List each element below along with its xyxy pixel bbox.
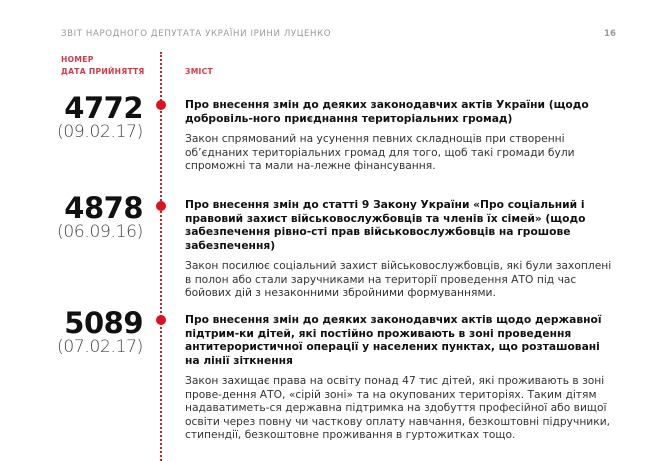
timeline-dot xyxy=(156,315,166,325)
bill-number: 5089 xyxy=(64,306,143,340)
adoption-date: (09.02.17) xyxy=(57,122,143,142)
bill-number: 4878 xyxy=(64,191,143,225)
law-title: Про внесення змін до деяких законодавчих актів України (щодо добровіль-ного приєднання територіальних громад) xyxy=(185,98,589,125)
law-entry xyxy=(185,98,615,173)
timeline-line xyxy=(160,52,162,461)
date-column-label: ДАТА ПРИЙНЯТТЯ xyxy=(61,67,145,76)
law-description: Закон захищає права на освіту понад 47 тис дітей, які проживають в зоні прове-дення АТО, «сірій зоні» та на окупованих територіях. Таким дітям надаватиметь-ся державна підтримка на здобуття професійної або вищої освіти через повну чи часткову оплату навчання, безкоштовні підручники, стипендії, безкоштовне проживання в гуртожитках тощо. xyxy=(185,374,611,441)
law-title: Про внесення змін до деяких законодавчих актів щодо державної підтрим-ки дітей, які постійно проживають в зоні проведення антитерористичної операції у населених пунктах, що розташовані на лінії зіткнення xyxy=(185,313,602,367)
page-number: 16 xyxy=(604,29,616,39)
law-description: Закон посилює соціальний захист військовослужбовців, які були захоплені в полон або стали заручниками на території проведення АТО під час бойових дій з незаконними збройними формуваннями. xyxy=(185,259,612,299)
timeline-dot xyxy=(156,201,166,211)
report-header-title: ЗВІТ НАРОДНОГО ДЕПУТАТА УКРАЇНИ ІРИНИ ЛУЦЕНКО xyxy=(61,29,332,39)
law-description: Закон спрямований на усунення певних складнощів при створенні об’єднаних територіальних громад для того, щоб такі громади були спроможні та мали на-лежне фінансування. xyxy=(185,132,575,172)
timeline-dot xyxy=(156,100,166,110)
law-entry xyxy=(185,313,615,442)
law-title: Про внесення змін до статті 9 Закону України «Про соціальний і правовий захист військовослужбовців та членів їх сімей» (щодо забезпечення рівно-сті прав військовослужбовців на грошове забезпечення) xyxy=(185,198,586,252)
adoption-date: (07.02.17) xyxy=(57,337,143,357)
adoption-date: (06.09.16) xyxy=(57,222,143,242)
law-entry xyxy=(185,198,615,300)
bill-number: 4772 xyxy=(64,91,143,125)
content-column-label: ЗМІСТ xyxy=(185,67,214,76)
number-column-label: НОМЕР xyxy=(61,55,94,64)
